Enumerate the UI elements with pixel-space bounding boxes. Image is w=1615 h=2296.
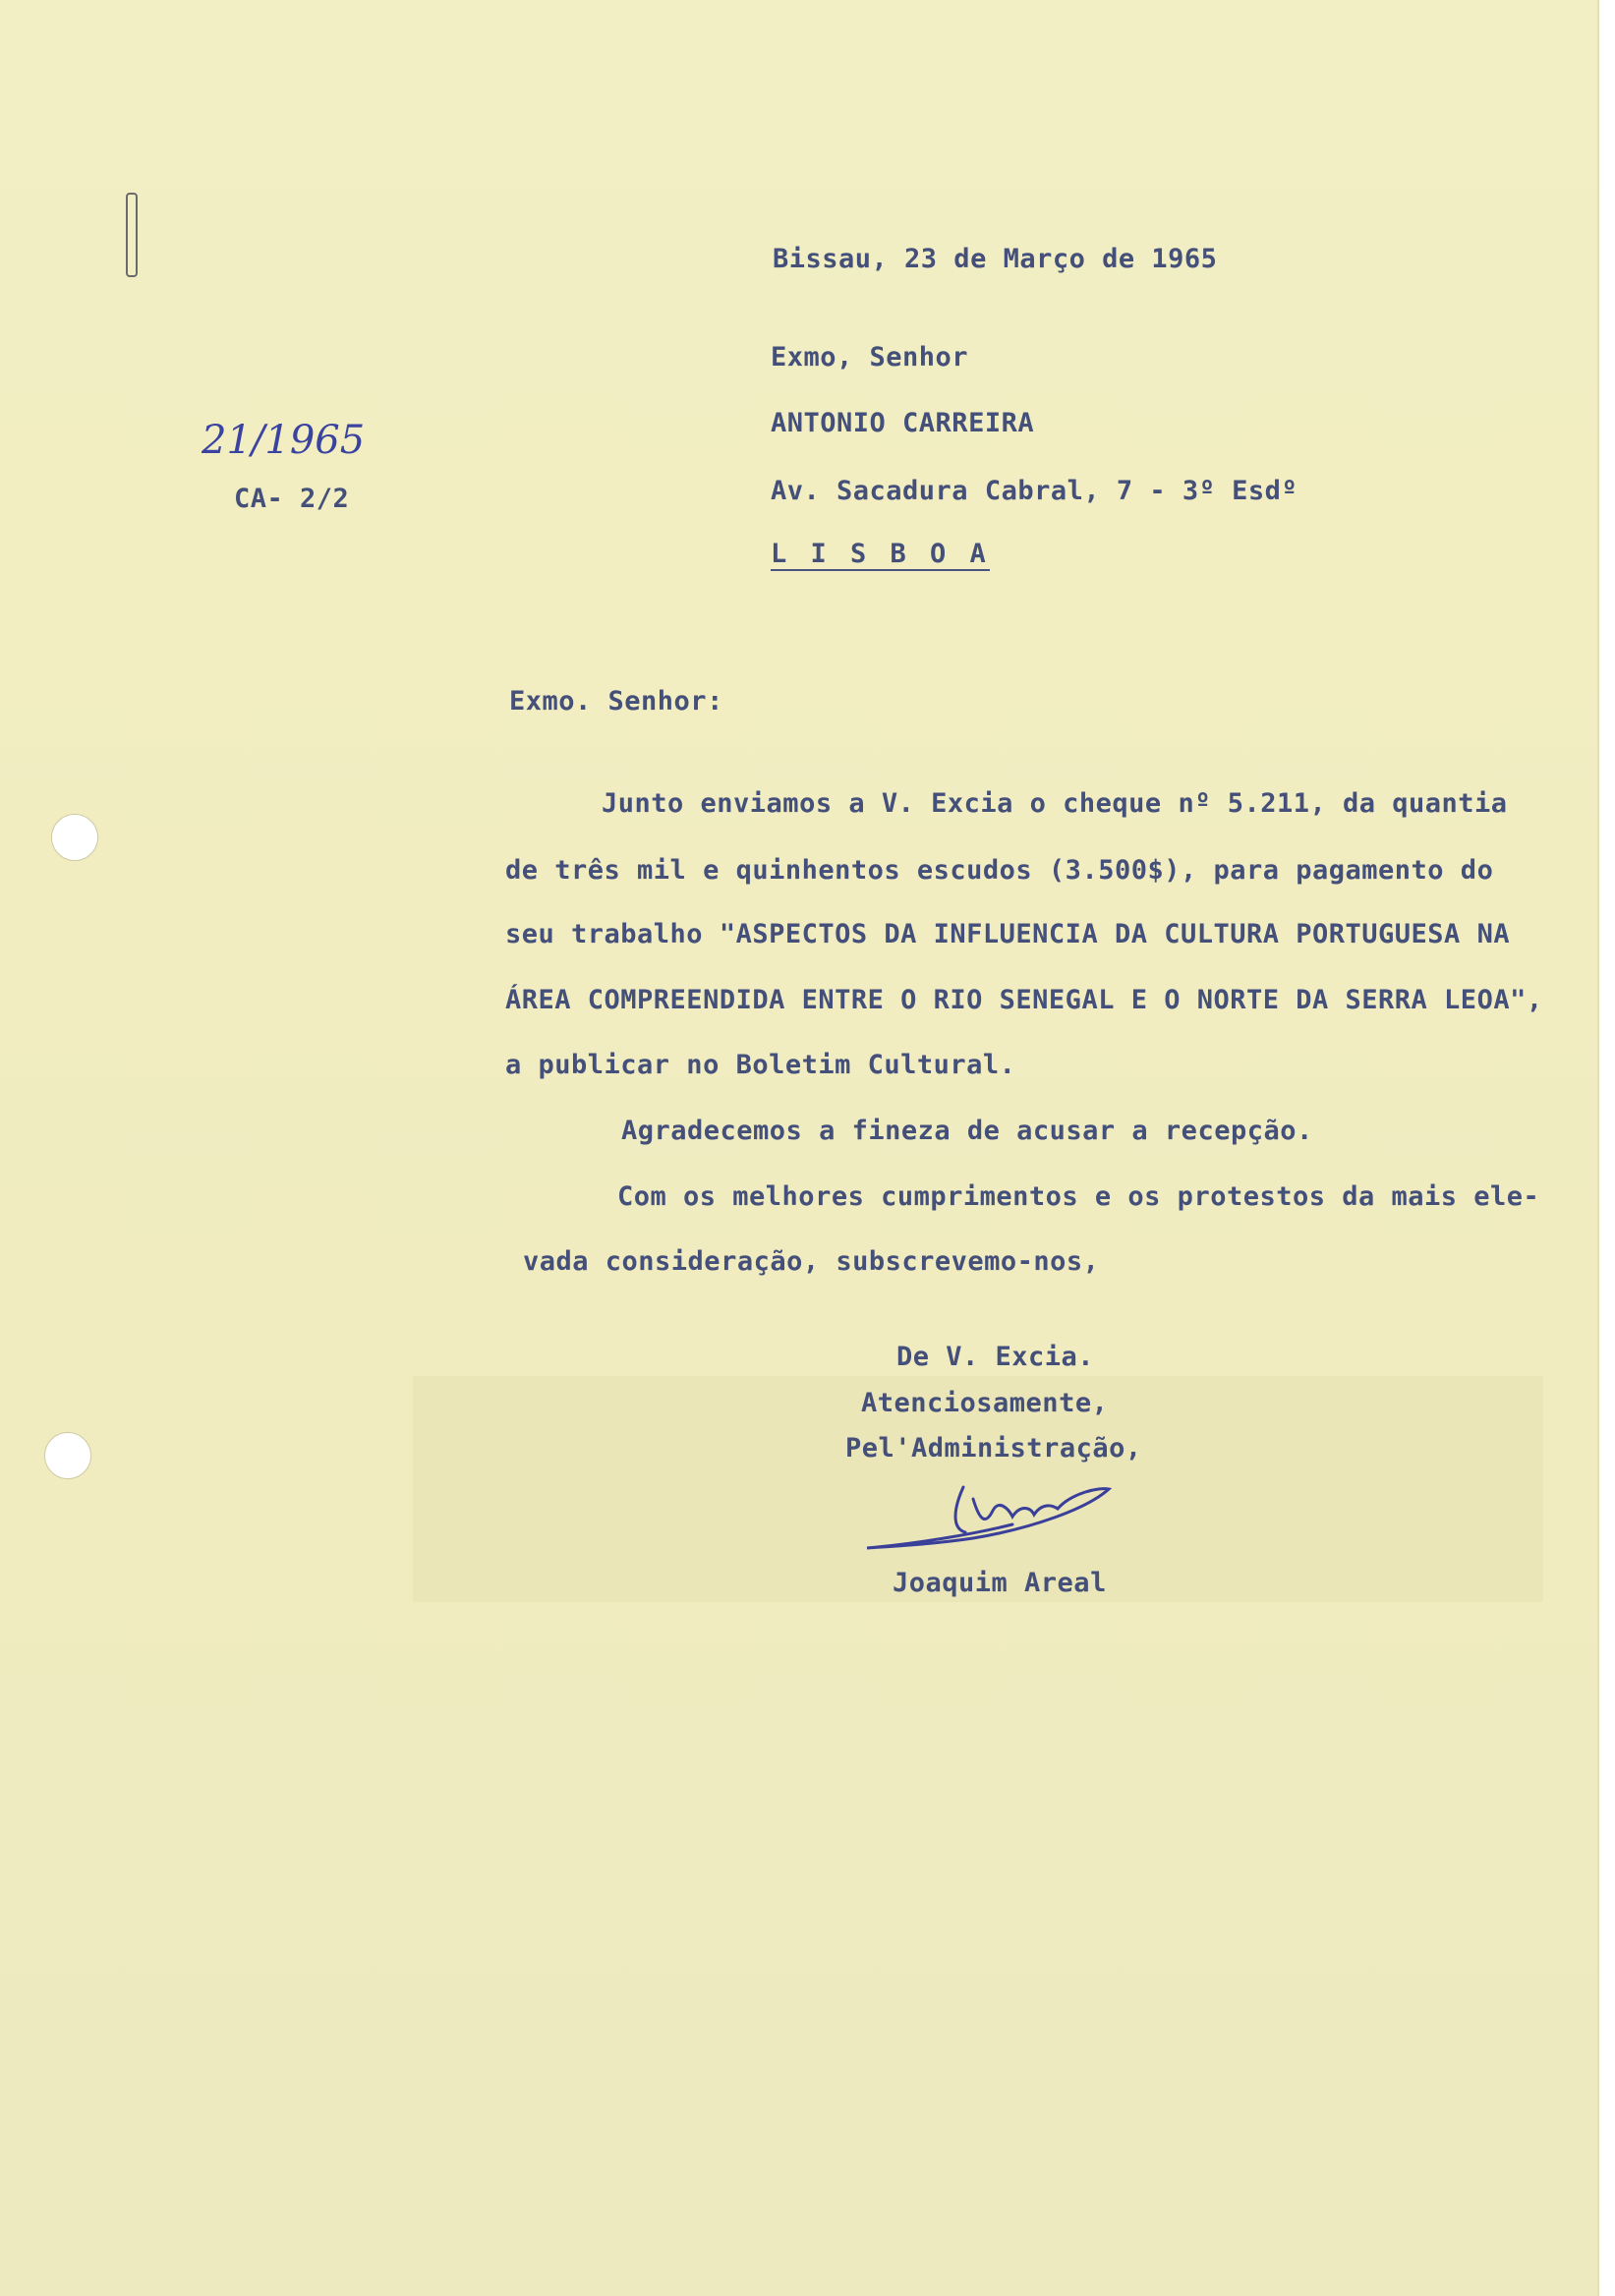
closing-line-2: Atenciosamente, <box>861 1388 1109 1418</box>
signatory-name: Joaquim Areal <box>893 1568 1107 1598</box>
paper-clip-mark <box>126 193 138 277</box>
closing-line-3: Pel'Administração, <box>845 1433 1142 1464</box>
place-date: Bissau, 23 de Março de 1965 <box>773 244 1218 274</box>
body-line-4: ÁREA COMPREENDIDA ENTRE O RIO SENEGAL E O NORTE DA SERRA LEOA", <box>505 985 1543 1015</box>
recipient-salutation: Exmo, Senhor <box>771 342 969 373</box>
recipient-city: L I S B O A <box>771 539 990 569</box>
signature-scribble <box>855 1469 1130 1568</box>
recipient-name: ANTONIO CARREIRA <box>771 408 1035 438</box>
body-line-8: vada consideração, subscrevemo-nos, <box>523 1246 1100 1277</box>
handwritten-reference-number: 21/1965 <box>202 418 366 463</box>
body-line-2: de três mil e quinhentos escudos (3.500$), para pagamento do <box>505 855 1494 886</box>
recipient-address: Av. Sacadura Cabral, 7 - 3º Esdº <box>771 476 1298 506</box>
closing-line-1: De V. Excia. <box>896 1342 1095 1372</box>
reference-code: CA- 2/2 <box>234 484 350 514</box>
body-line-7: Com os melhores cumprimentos e os protestos da mais ele- <box>617 1181 1540 1212</box>
punch-hole-top <box>51 814 98 861</box>
body-line-1: Junto enviamos a V. Excia o cheque nº 5.211, da quantia <box>602 788 1508 819</box>
body-line-3: seu trabalho "ASPECTOS DA INFLUENCIA DA CULTURA PORTUGUESA NA <box>505 919 1511 949</box>
greeting: Exmo. Senhor: <box>509 686 723 717</box>
body-line-6: Agradecemos a fineza de acusar a recepção. <box>621 1116 1313 1146</box>
body-line-5: a publicar no Boletim Cultural. <box>505 1050 1016 1080</box>
punch-hole-bottom <box>44 1432 91 1479</box>
